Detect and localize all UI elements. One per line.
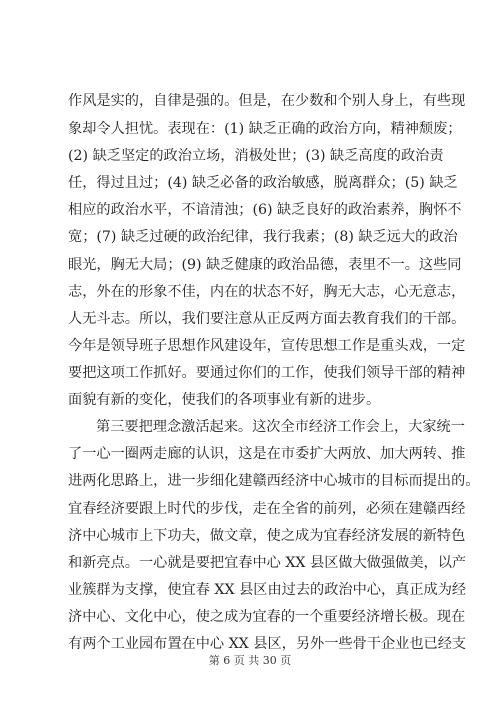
text-line: 济中心、文化中心，使之成为宜春的一个重要经济增长极。现在	[68, 609, 466, 625]
text-line: 象却令人担忧。表现在：(1) 缺乏正确的政治方向，精神颓废；	[68, 121, 462, 137]
text-line: 任，得过且过；(4) 缺乏必备的政治敏感，脱离群众；(5) 缺乏	[68, 175, 458, 191]
text-line: 业簇群为支撑，使宜春 XX 县区由过去的政治中心，真正成为经	[68, 582, 467, 598]
text-line: 今年是领导班子思想作风建设年，宣传思想工作是重头戏，一定	[68, 338, 466, 354]
text-line: (2) 缺乏坚定的政治立场，消极处世；(3) 缺乏高度的政治责	[68, 148, 444, 164]
text-line: 作风是实的，自律是强的。但是，在少数和个别人身上，有些现	[68, 93, 466, 109]
text-line-paragraph-start: 第三要把理念激活起来。这次全市经济工作会上，大家统一	[96, 419, 465, 435]
text-line: 济中心城市上下功夫，做文章，使之成为宜春经济发展的新特色	[68, 528, 466, 544]
text-line: 人无斗志。所以，我们要注意从正反两方面去教育我们的干部。	[68, 311, 466, 327]
text-line: 宽；(7) 缺乏过硬的政治纪律，我行我素；(8) 缺乏远大的政治	[68, 229, 458, 245]
text-line: 和新亮点。一心就是要把宜春中心 XX 县区做大做强做美，以产	[68, 555, 467, 571]
page-number-footer: 第 6 页 共 30 页	[208, 654, 292, 667]
text-line: 了一心一圈两走廊的认识，这是在市委扩大两放、加大两转、推	[68, 446, 466, 462]
text-line: 志，外在的形象不佳，内在的状态不好，胸无大志，心无意志，	[68, 284, 466, 300]
text-line: 相应的政治水平，不谙清浊；(6) 缺乏良好的政治素养，胸怀不	[68, 202, 462, 218]
text-line: 有两个工业园布置在中心 XX 县区，另外一些骨干企业也已经支	[68, 636, 467, 652]
text-line: 要把这项工作抓好。要通过你们的工作，使我们领导干部的精神	[68, 365, 466, 381]
text-line: 眼光，胸无大局；(9) 缺乏健康的政治品德，表里不一。这些同	[68, 257, 462, 273]
text-line: 进两化思路上，进一步细化建赣西经济中心城市的目标而提出的。	[68, 473, 480, 489]
text-line: 宜春经济要跟上时代的步伐，走在全省的前列，必须在建赣西经	[68, 501, 466, 517]
text-line-paragraph-end: 面貌有新的变化，使我们的各项事业有新的进步。	[68, 392, 381, 408]
